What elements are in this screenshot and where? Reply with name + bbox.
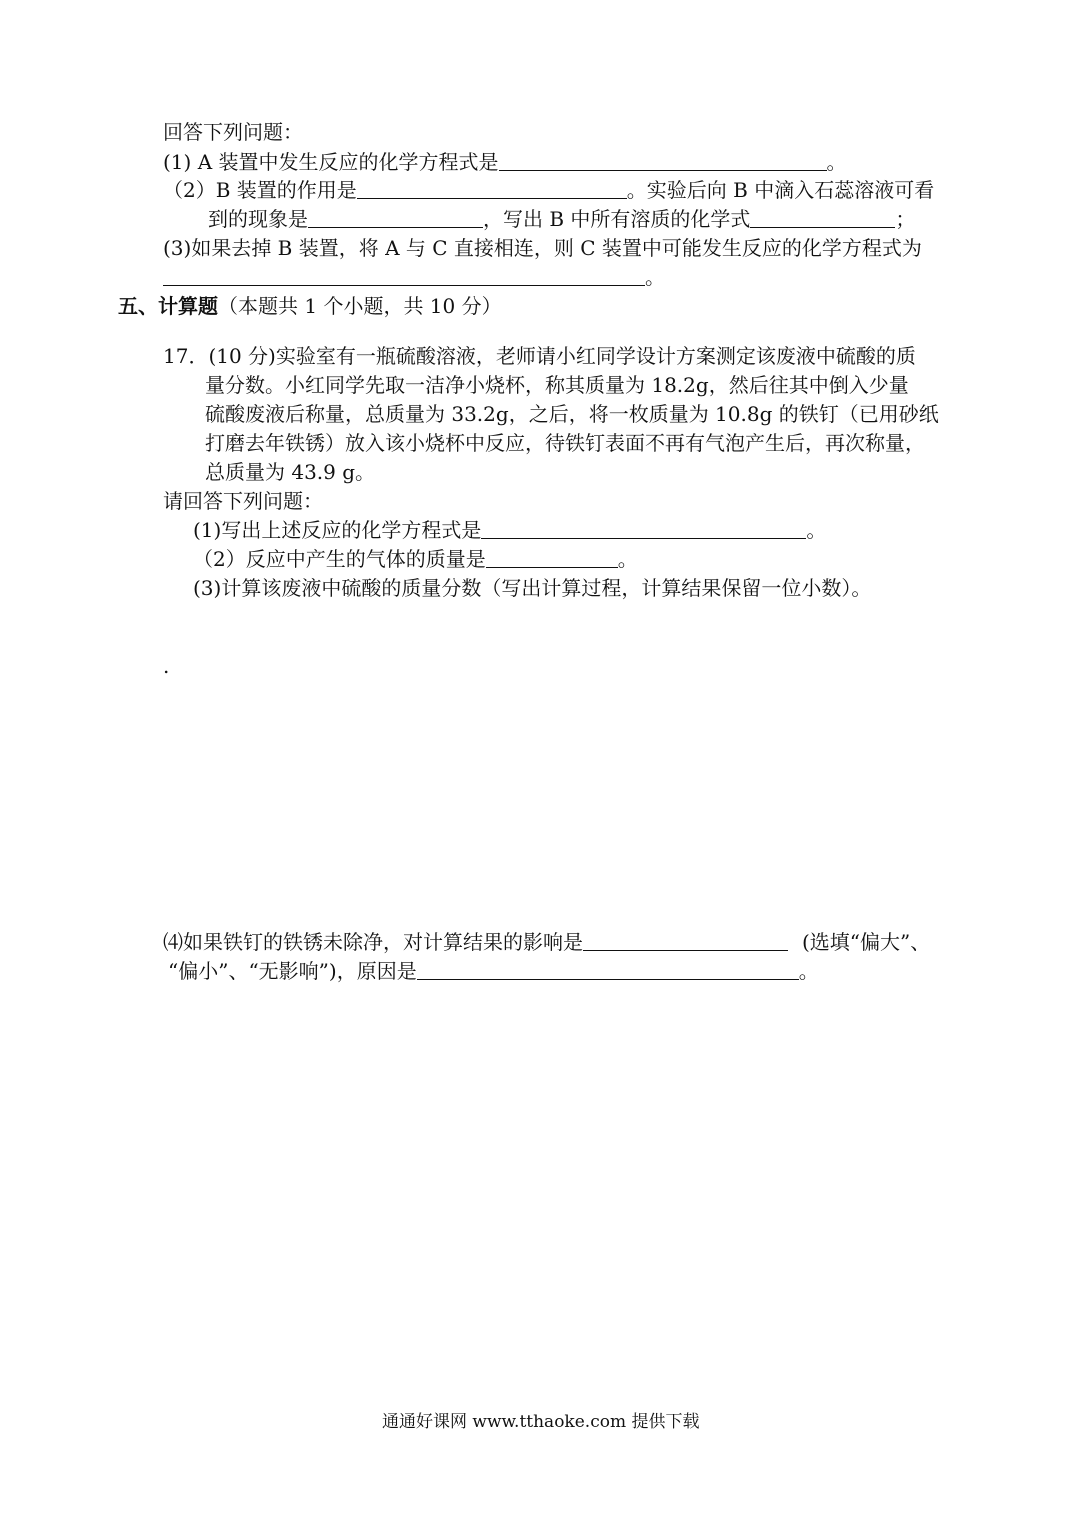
q17-gas-mass-blank[interactable]: [486, 547, 618, 568]
q16-part2-line2: [208, 205, 915, 233]
q16-part2-line2-mid: ，写出 B 中所有溶质的化学式: [483, 207, 751, 231]
q16-part1-end: 。: [826, 150, 847, 174]
q17-stem-line: 硫酸废液后称量，总质量为 33.2g，之后，将一枚质量为 10.8g 的铁钉（已用砂纸: [205, 402, 939, 426]
q16-part1-text: (1) A 装置中发生反应的化学方程式是: [163, 150, 499, 174]
q17-part2-end: 。: [617, 547, 638, 571]
q17-part1-end: 。: [806, 518, 827, 542]
page-footer: 通通好课网 www.tthaoke.com 提供下载: [382, 1412, 700, 1432]
q16-part2-line2-text: 到的现象是: [208, 207, 308, 231]
q16-part1: [163, 148, 847, 176]
q16-part3-end: 。: [645, 265, 665, 289]
q16-part2-answer-blank[interactable]: [357, 178, 627, 199]
q16-part2-mid: 。实验后向 B 中滴入石蕊溶液可看: [626, 178, 935, 202]
q17-part2-text: （2）反应中产生的气体的质量是: [193, 547, 486, 571]
q16-part3-text: (3)如果去掉 B 装置，将 A 与 C 直接相连，则 C 装置中可能发生反应的化学方程式为: [163, 236, 922, 260]
section5-heading: [118, 292, 502, 320]
q17-stem-line: 总质量为 43.9 g。: [205, 460, 376, 484]
stray-dot: .: [163, 654, 170, 678]
q17-part1-text: (1)写出上述反应的化学方程式是: [193, 518, 482, 542]
q17-part4-mid: (选填“偏大”、: [802, 930, 931, 954]
section5-note: （本题共 1 个小题，共 10 分）: [218, 294, 502, 318]
q17-reason-blank[interactable]: [417, 959, 799, 980]
q16-part3-answer-blank[interactable]: [163, 265, 645, 286]
q16-part2-text: （2）B 装置的作用是: [163, 178, 357, 202]
q16-solute-formula-blank[interactable]: [750, 207, 895, 228]
q17-stem-line: 打磨去年铁锈）放入该小烧杯中反应，待铁钉表面不再有气泡产生后，再次称量，: [205, 431, 925, 455]
q17-part4-line2-text: “偏小”、“无影响”)，原因是: [168, 959, 417, 983]
q16-part3-line2: [163, 263, 665, 291]
q16-part2-line2-end: ；: [895, 207, 916, 231]
q17-stem-line: 量分数。小红同学先取一洁净小烧杯，称其质量为 18.2g，然后往其中倒入少量: [205, 373, 909, 397]
q17-part4-line2-end: 。: [798, 959, 819, 983]
q16-part2: [163, 176, 934, 204]
questions-intro: 回答下列问题：: [163, 120, 303, 144]
q17-part3: (3)计算该废液中硫酸的质量分数（写出计算过程，计算结果保留一位小数）。: [193, 576, 872, 600]
q16-part1-answer-blank[interactable]: [499, 150, 827, 171]
q17-part4-line2: [168, 957, 819, 985]
q17-effect-blank[interactable]: [583, 930, 788, 951]
q17-intro: 请回答下列问题：: [163, 489, 323, 513]
q17-stem-line: 17．(10 分)实验室有一瓶硫酸溶液，老师请小红同学设计方案测定该废液中硫酸的质: [163, 344, 916, 368]
q16-phenomenon-blank[interactable]: [308, 207, 483, 228]
q17-part2: [193, 545, 638, 573]
q17-equation-blank[interactable]: [481, 518, 806, 539]
q17-part4: [163, 928, 930, 956]
q17-part4-text: ⑷如果铁钉的铁锈未除净，对计算结果的影响是: [163, 930, 583, 954]
section5-title: 五、计算题: [118, 294, 218, 318]
q17-part1: [193, 516, 826, 544]
